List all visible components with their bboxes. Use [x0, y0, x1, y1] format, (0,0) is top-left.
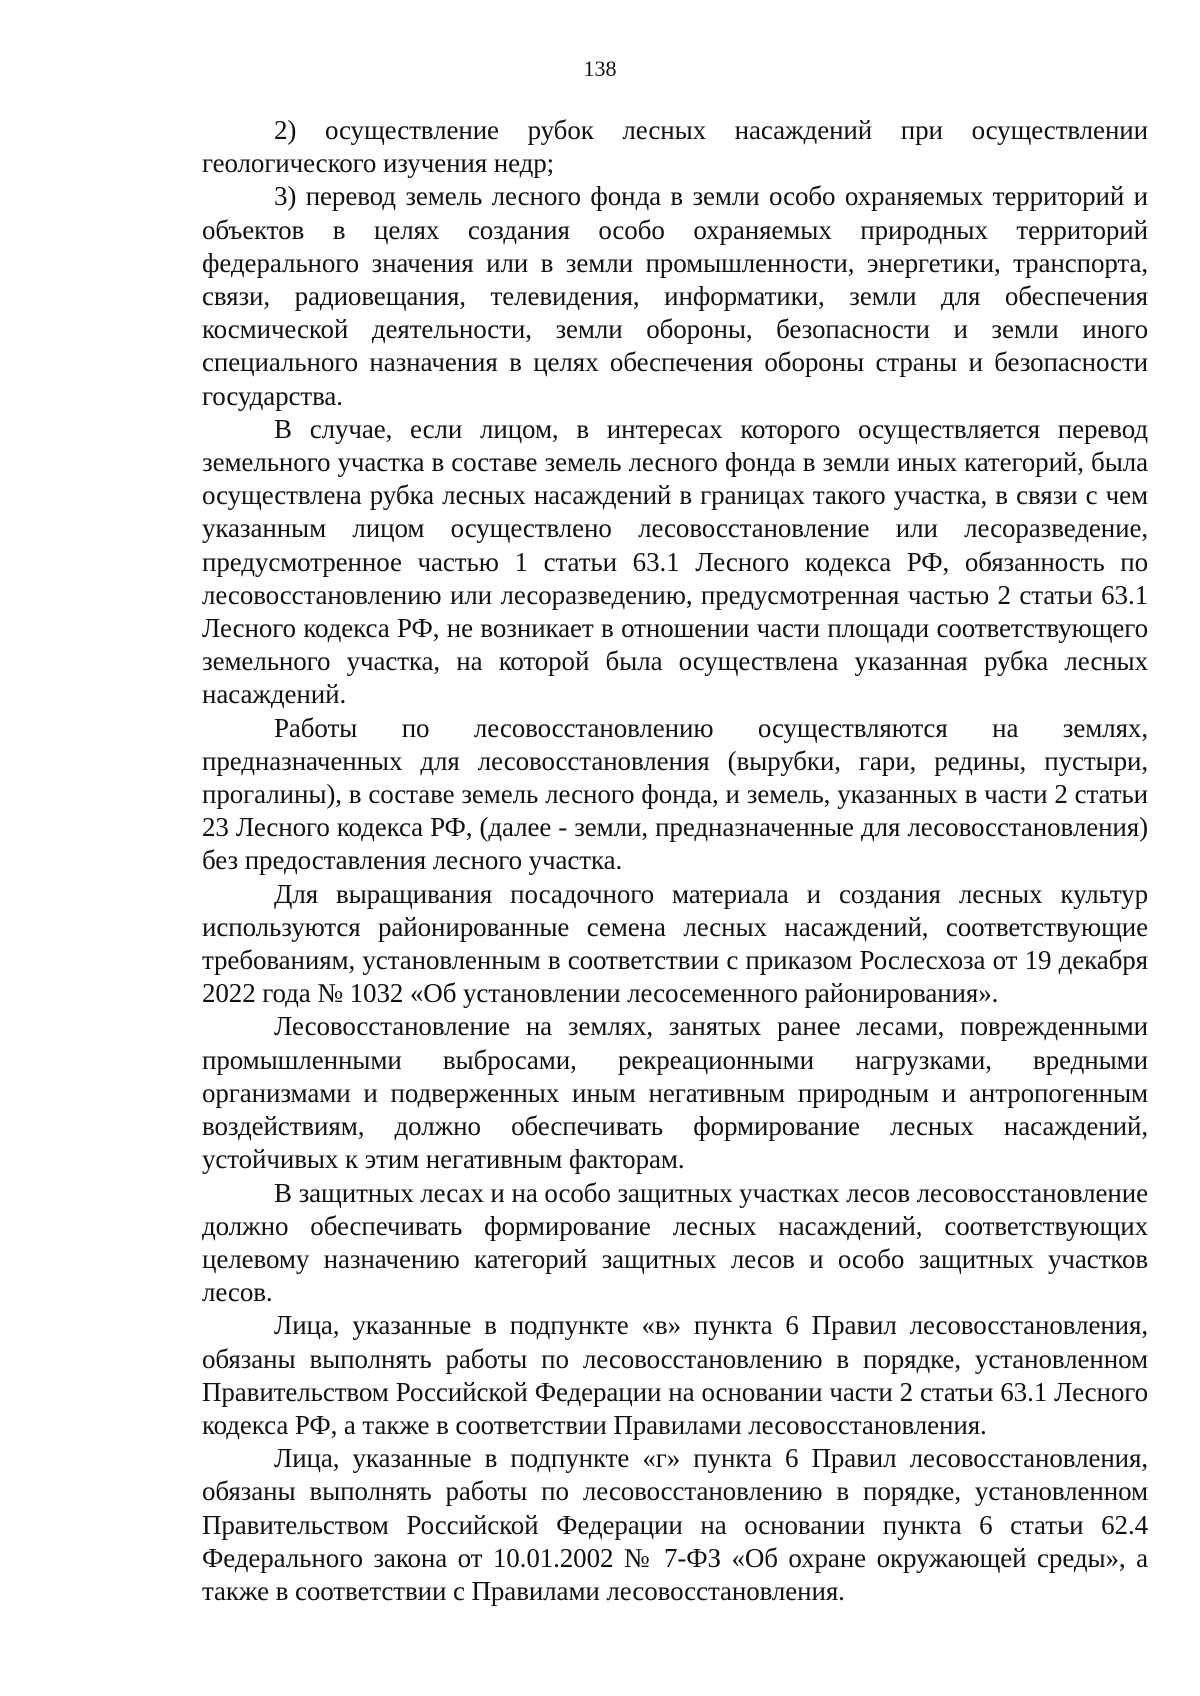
paragraph-subitem-3: 3) перевод земель лесного фонда в земли особо охраняемых территорий и объектов в целях создания особо охраняемых природных территорий федерального значения или в земли промышленности, энергетики, транспорта, связи, радиовещания, телевидения, информатики, земли для обеспечения космической деятельности, земли обороны, безопасности и земли иного специального назначения в целях обеспечения обороны страны и безопасности государства. [202, 181, 1148, 411]
paragraph-subitem-2: 2) осуществление рубок лесных насаждений при осуществлении геологического изучения недр; [202, 115, 1148, 179]
paragraph-seed-material: Для выращивания посадочного материала и создания лесных культур используются районированные семена лесных насаждений, соответствующие требованиям, установленным в соответствии с приказом Рослесхоза от 19 декабря 2022 года № 1032 «Об установлении лесосеменного районирования». [202, 878, 1148, 1009]
paragraph-land-transfer-felling: В случае, если лицом, в интересах которого осуществляется перевод земельного участка в составе земель лесного фонда в земли иных категорий, была осуществлена рубка лесных насаждений в границах такого участка, в связи с чем указанным лицом осуществлено лесовосстановление или лесоразведение, предусмотренное частью 1 статьи 63.1 Лесного кодекса РФ, обязанность по лесовосстановлению или лесоразведению, предусмотренная частью 2 статьи 63.1 Лесного кодекса РФ, не возникает в отношении части площади соответствующего земельного участка, на которой была осуществлена указанная рубка лесных насаждений. [202, 413, 1148, 710]
paragraph-damaged-forests: Лесовосстановление на землях, занятых ранее лесами, поврежденными промышленными выбросами, рекреационными нагрузками, вредными организмами и подверженных иным негативным природным и антропогенным воздействиям, должно обеспечивать формирование лесных насаждений, устойчивых к этим негативным факторам. [202, 1011, 1148, 1175]
paragraph-protective-forests: В защитных лесах и на особо защитных участках лесов лесовосстановление должно обеспечивать формирование лесных насаждений, соответствующих целевому назначению категорий защитных лесов и особо защитных участков лесов. [202, 1177, 1148, 1308]
paragraph-persons-subitem-g: Лица, указанные в подпункте «г» пункта 6 Правил лесовосстановления, обязаны выполнять работы по лесовосстановлению в порядке, установленном Правительством Российской Федерации на основании пункта 6 статьи 62.4 Федерального закона от 10.01.2002 № 7-ФЗ «Об охране окружающей среды», а также в соответствии с Правилами лесовосстановления. [202, 1443, 1148, 1606]
paragraph-reforestation-works: Работы по лесовосстановлению осуществляются на землях, предназначенных для лесовосстановления (вырубки, гари, редины, пустыри, прогалины), в составе земель лесного фонда, и земель, указанных в части 2 статьи 23 Лесного кодекса РФ, (далее - земли, предназначенные для лесовосстановления) без предоставления лесного участка. [202, 712, 1148, 876]
document-body [202, 114, 1148, 1608]
page-number: 138 [583, 56, 617, 81]
paragraph-persons-subitem-v: Лица, указанные в подпункте «в» пункта 6 Правил лесовосстановления, обязаны выполнять работы по лесовосстановлению в порядке, установленном Правительством Российской Федерации на основании части 2 статьи 63.1 Лесного кодекса РФ, а также в соответствии Правилами лесовосстановления. [202, 1310, 1148, 1440]
